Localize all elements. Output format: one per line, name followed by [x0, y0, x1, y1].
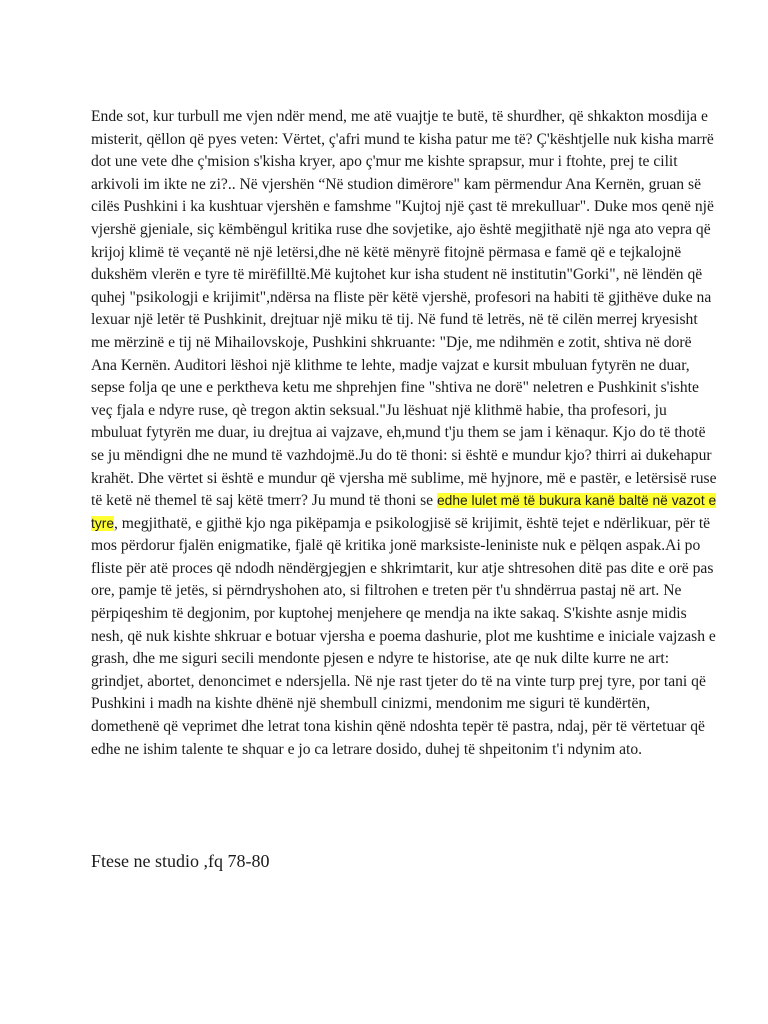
body-paragraph — [91, 106, 719, 761]
source-caption: Ftese ne studio ,fq 78-80 — [91, 851, 270, 871]
paragraph-text-after-highlight: , megjithatë, e gjithë kjo nga pikëpamja e psikologjisë së krijimit, është tejet e ndërlikuar, për të mos përdorur fjalën enigmatike, fjalë që kritika jonë marksiste-leniniste nuk e pëlqen aspak.Ai po fliste për atë proces që ndodh nëndërgjegjen e shkrimtarit, kur atje shtresohen ditë pas dite e orë pas ore, pamje të jetës, si përndryshohen ato, si filtrohen e treten për t'u shndërrua pastaj në art. Ne përpiqeshim të degjonim, por kuptohej menjehere qe mendja na ikte sakaq. S'kishte asnje midis nesh, që nuk kishte shkruar e botuar vjersha e poema dashurie, plot me kushtime e iniciale vajzash e grash, dhe me siguri secili mendonte pjesen e ndyre te historise, ate qe nuk dilte kurre ne art: grindjet, abortet, denoncimet e ndersjella. Në nje rast tjeter do të na vinte turp prej tyre, por tani që Pushkini i madh na kishte dhënë një shembull cinizmi, mendonim me siguri të kundërtën, domethenë që veprimet dhe letrat tona kishin qënë ndoshta tepër të pastra, ndaj, për të vërtetuar që edhe ne ishim talente te shquar e jo ca letrare dosido, duhej të shpeitonim t'i ndynim ato. — [91, 514, 716, 758]
highlighted-phrase: edhe lulet më të bukura kanë baltë në vazot e tyre — [91, 493, 717, 531]
paragraph-text-before-highlight: Ende sot, kur turbull me vjen ndër mend, me atë vuajtje te butë, të shurdher, që shkakton mosdija e misterit, qëllon që pyes veten: Vërtet, ç'afri mund te kisha patur me të? Ç'kështjelle nuk kisha marrë dot une vete dhe ç'mision s'kisha kryer, apo ç'mur me kishte sprapsur, mur i ftohte, prej te cilit arkivoli im ikte ne zi?.. Në vjershën “Në studion dimërore" kam përmendur Ana Kernën, gruan së cilës Pushkini i ka kushtuar vjershën e famshme "Kujtoj një çast të mrekulluar". Duke mos qenë një vjershë gjeniale, siç këmbëngul kritika ruse dhe sovjetike, ajo është megjithatë një nga ato vepra që krijoj klimë të veçantë në një letërsi,dhe në këtë mënyrë fitojnë përmasa e famë që e tejkalojnë dukshëm vlerën e tyre të mirëfilltë.Më kujtohet kur isha student në institutin"Gorki", në lëndën që quhej "psikologji e krijimit",ndërsa na fliste për këtë vjershë, profesori na habiti të gjithëve duke na lexuar një letër të Pushkinit, drejtuar një miku të tij. Në fund të letrës, në të cilën merrej kryesisht me mërzinë e tij në Mihailovskoje, Pushkini shkruante: "Dje, me ndihmën e zotit, shtiva në dorë Ana Kernën. Auditori lëshoi një klithme te lehte, madje vajzat e kursit mbuluan fytyrën ne duar, sepse folja qe une e perktheva ketu me shprehjen fine "shtiva ne dorë" neletren e Pushkinit s'ishte veç fjala e ndyre ruse, qè tregon aktin seksual."Ju lëshuat një klithmë habie, tha profesori, ju mbuluat fytyrën me duar, iu drejtua ai vajzave, eh,mund t'ju them se jam i kënaqur. Kjo do të thotë se ju mëndigni dhe ne mund të vazhdojmë.Ju do të thoni: si është e mundur kjo? thirri ai dukehapur krahët. Dhe vërtet si është e mundur që vjersha më sublime, më hyjnore, më e pastër, e letërsisë ruse të ketë në themel të saj këtë tmerr? Ju mund të thoni se — [91, 108, 717, 510]
